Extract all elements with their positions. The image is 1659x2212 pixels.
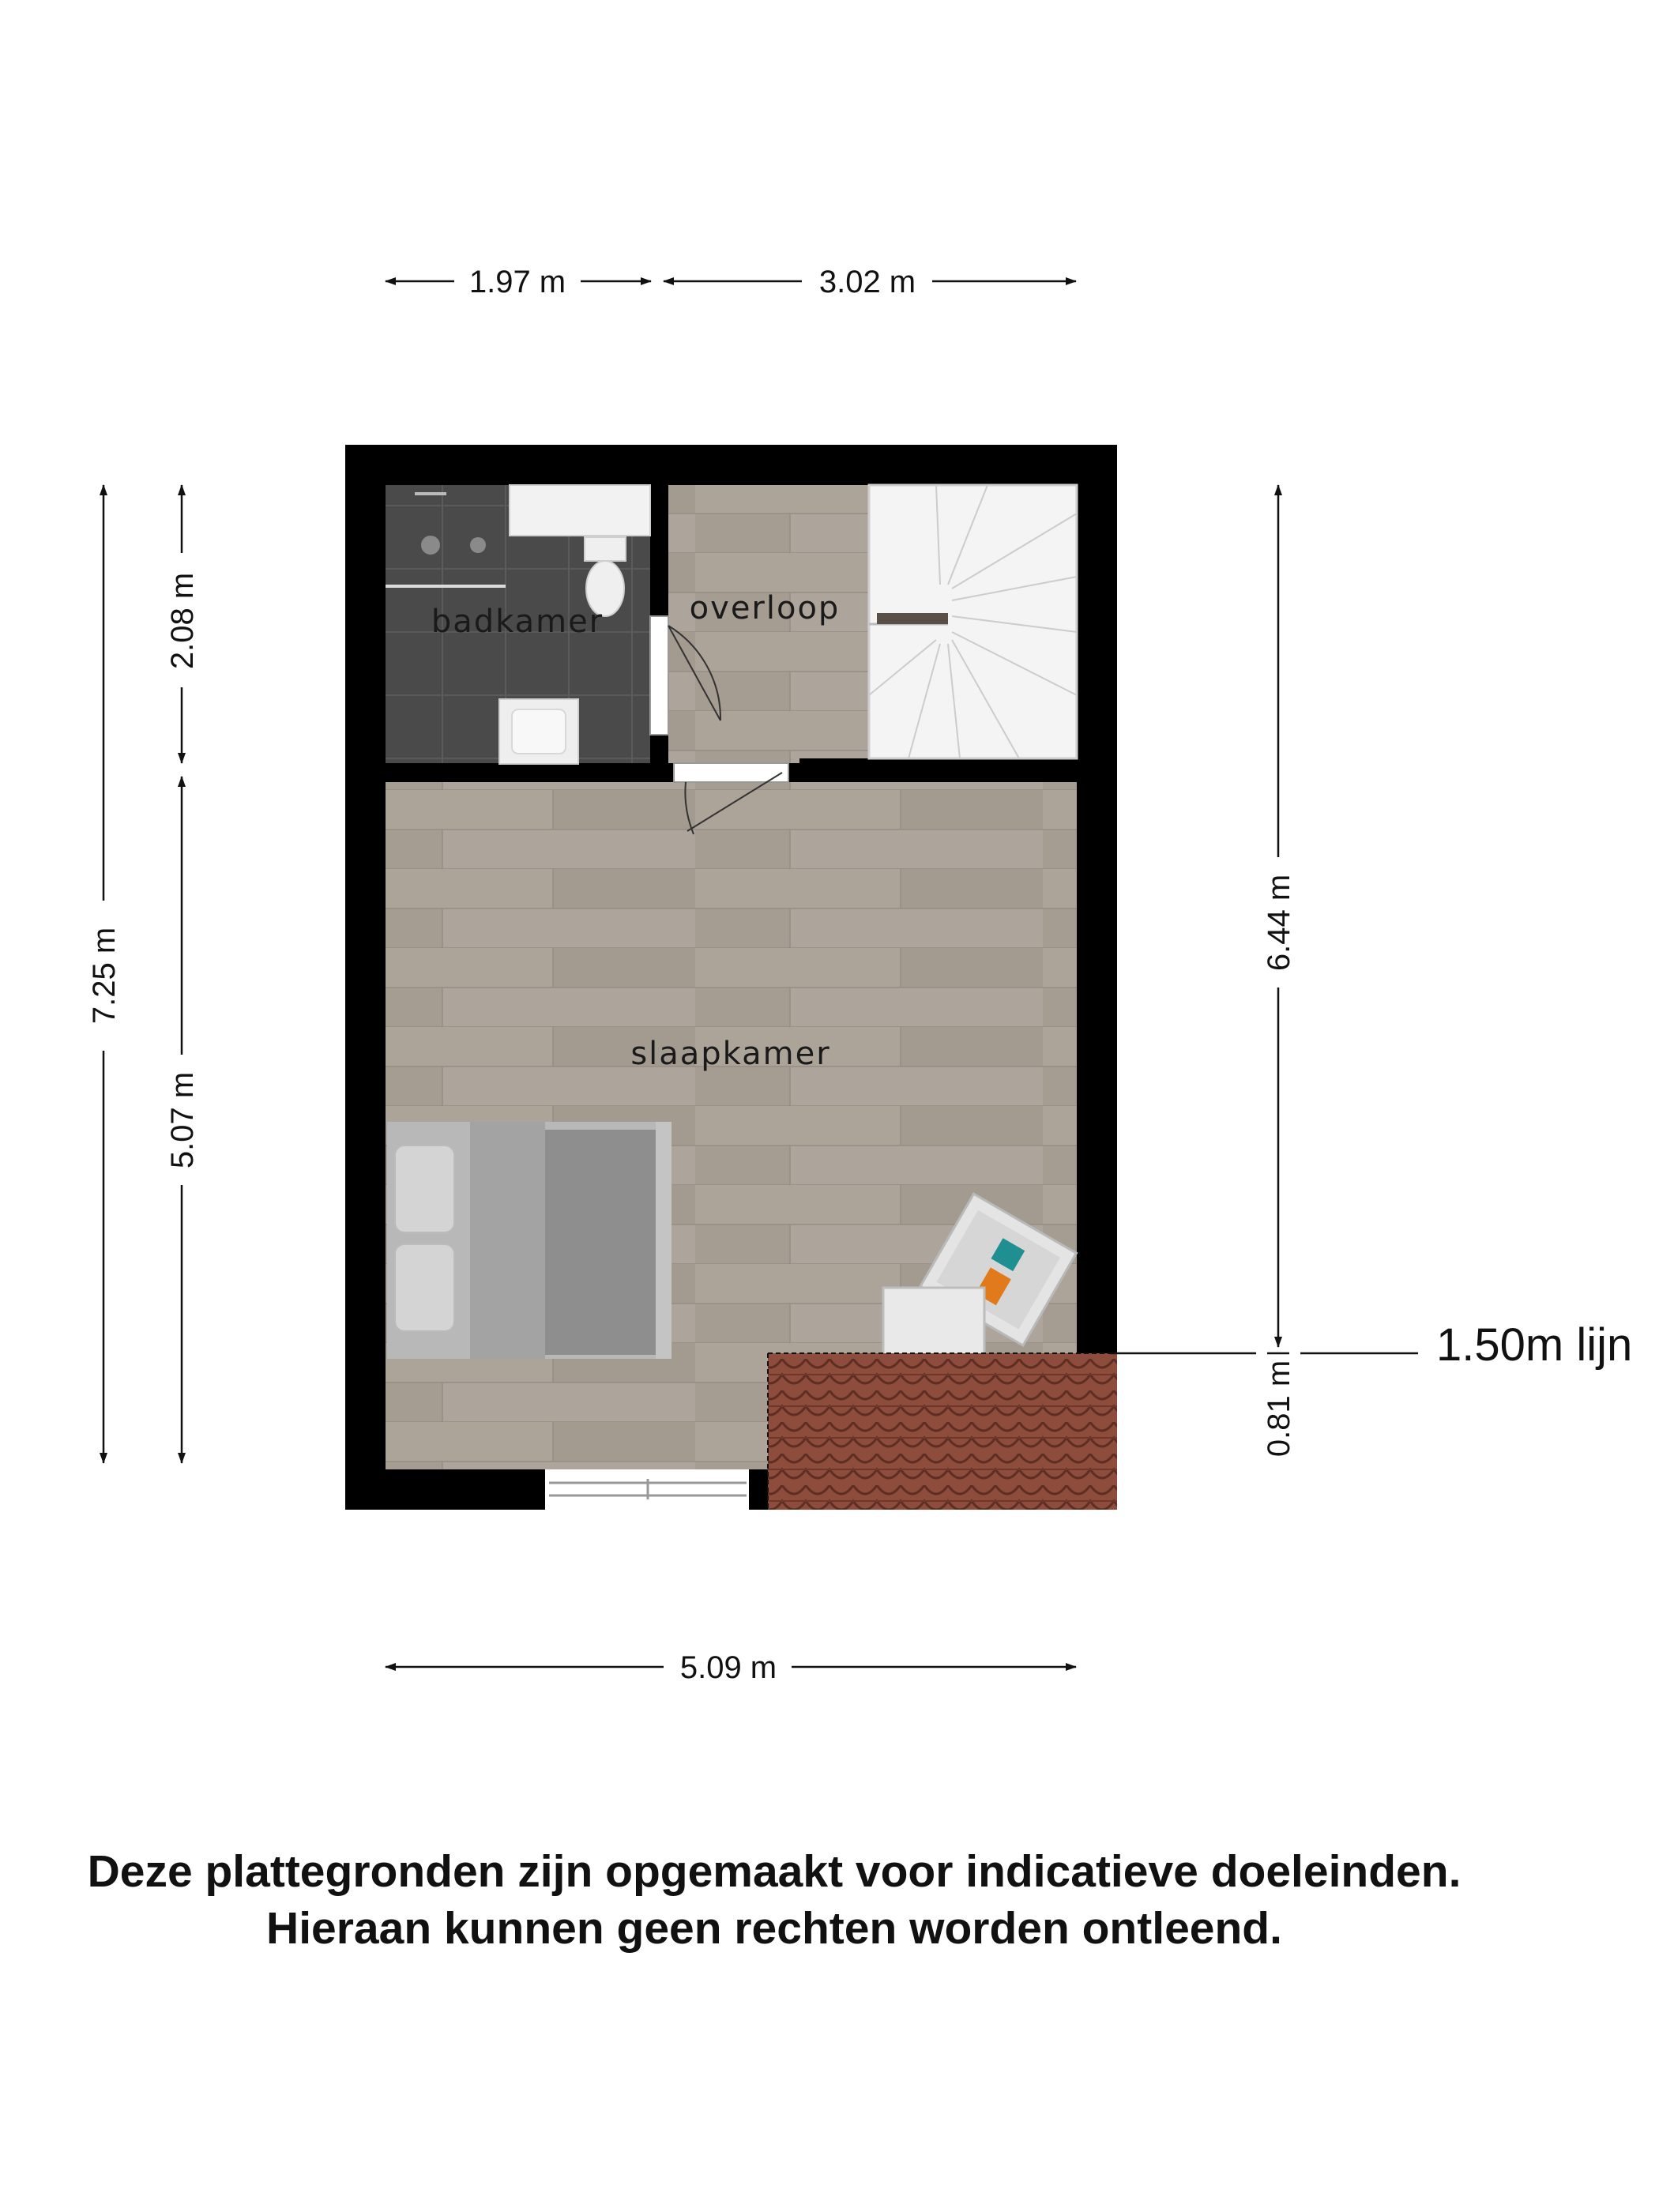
dimension-top-left xyxy=(386,265,651,299)
staircase xyxy=(869,485,1077,758)
window xyxy=(545,1469,749,1510)
room-label-slaapkamer: slaapkamer xyxy=(630,1036,831,1072)
dimension-top-right xyxy=(664,265,1076,299)
dim-label-top-right: 3.02 m xyxy=(818,265,916,299)
dim-label-left-total: 7.25 m xyxy=(87,927,122,1025)
dim-label-right-upper: 6.44 m xyxy=(1262,874,1296,972)
dim-label-top-left: 1.97 m xyxy=(468,265,566,299)
room-label-overloop: overloop xyxy=(689,590,841,626)
dim-label-left-lower: 5.07 m xyxy=(165,1071,200,1169)
roof-area xyxy=(768,1353,1117,1510)
disclaimer-line-2: Hieraan kunnen geen rechten worden ontleend. xyxy=(266,1903,1282,1954)
disclaimer-line-1: Deze plattegronden zijn opgemaakt voor indicatieve doeleinden. xyxy=(87,1846,1462,1897)
dimension-bottom xyxy=(386,1650,1076,1685)
inner-wall xyxy=(386,763,674,782)
dimension-left-upper xyxy=(165,485,200,763)
dimension-right-upper xyxy=(1262,485,1296,1347)
dim-label-left-upper: 2.08 m xyxy=(165,572,200,670)
inner-wall xyxy=(799,758,1077,774)
marker-label-150m-lijn: 1.50m lijn xyxy=(1436,1319,1633,1371)
dimension-left-lower xyxy=(165,777,200,1463)
bed xyxy=(387,1122,672,1359)
dim-label-bottom: 5.09 m xyxy=(679,1650,777,1685)
dimension-right-lower xyxy=(1110,1353,1418,1457)
dimension-left-total xyxy=(87,485,122,1463)
dim-label-right-lower: 0.81 m xyxy=(1262,1360,1296,1458)
room-label-badkamer: badkamer xyxy=(431,604,604,640)
